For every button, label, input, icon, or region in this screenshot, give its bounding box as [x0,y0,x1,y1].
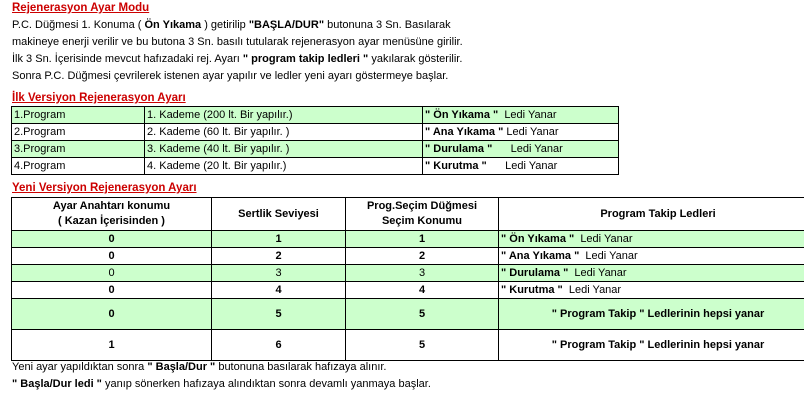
sertlik-cell: 1 [212,231,346,248]
section-title-ayar-modu: Rejenerasyon Ayar Modu [12,2,150,14]
table-row [12,231,804,248]
anahtar-cell: 0 [12,248,212,265]
led-cell: " Program Takip " Ledlerinin hepsi yanar [499,299,804,330]
table-row [12,282,804,299]
footer-line-2: " Başla/Dur ledi " yanıp sönerken hafızaya alındıktan sonra devamlı yanmaya başlar. [12,378,431,390]
led-cell: " Ana Yıkama " Ledi Yanar [499,248,804,265]
table-row [12,248,804,265]
instruction-line-1: P.C. Düğmesi 1. Konuma ( Ön Yıkama ) getirilip "BAŞLA/DUR" butonuna 3 Sn. Basılarak [12,19,451,31]
led-cell: " Durulama " Ledi Yanar [423,141,619,158]
secim-cell: 1 [346,231,499,248]
program-cell: 2.Program [12,124,145,141]
led-cell: " Program Takip " Ledlerinin hepsi yanar [499,330,804,361]
kademe-cell: 2. Kademe (60 lt. Bir yapılır. ) [145,124,423,141]
led-cell: " Ana Yıkama " Ledi Yanar [423,124,619,141]
instruction-line-3: İlk 3 Sn. İçerisinde mevcut hafızadaki rej. Ayarı " program takip ledleri " yakılarak gösterilir. [12,53,463,65]
header-program-takip: Program Takip Ledleri [499,198,804,231]
anahtar-cell: 0 [12,282,212,299]
led-cell: " Kurutma " Ledi Yanar [499,282,804,299]
anahtar-cell: 0 [12,265,212,282]
table-row [12,265,804,282]
anahtar-cell: 0 [12,231,212,248]
led-cell: " Durulama " Ledi Yanar [499,265,804,282]
instruction-line-2: makineye enerji verilir ve bu butona 3 Sn. basılı tutularak rejenerasyon ayar menüsüne girilir. [12,36,463,48]
header-sertlik: Sertlik Seviyesi [212,198,346,231]
kademe-cell: 4. Kademe (20 lt. Bir yapılır.) [145,158,423,175]
footer-line-1: Yeni ayar yapıldıktan sonra " Başla/Dur " butonuna basılarak hafızaya alınır. [12,361,387,373]
table-row [12,107,619,124]
led-cell: " Ön Yıkama " Ledi Yanar [499,231,804,248]
program-cell: 1.Program [12,107,145,124]
header-secim-konumu: Prog.Seçim Düğmesi Seçim Konumu [346,198,499,231]
table-row [12,158,619,175]
led-cell: " Ön Yıkama " Ledi Yanar [423,107,619,124]
ilk-versiyon-table [11,106,619,175]
instructions-paragraph [12,17,612,85]
secim-cell: 2 [346,248,499,265]
yeni-versiyon-table [11,197,804,361]
secim-cell: 3 [346,265,499,282]
secim-cell: 5 [346,330,499,361]
sertlik-cell: 5 [212,299,346,330]
anahtar-cell: 0 [12,299,212,330]
table-row [12,330,804,361]
table-row [12,141,619,158]
program-cell: 4.Program [12,158,145,175]
section-title-ilk-versiyon: İlk Versiyon Rejenerasyon Ayarı [12,92,186,104]
instruction-line-4: Sonra P.C. Düğmesi çevrilerek istenen ayar yapılır ve ledler yeni ayarı göstermeye başlar. [12,70,449,82]
header-ayar-anahtari: Ayar Anahtarı konumu ( Kazan İçerisinden ) [12,198,212,231]
sertlik-cell: 4 [212,282,346,299]
led-cell: " Kurutma " Ledi Yanar [423,158,619,175]
secim-cell: 5 [346,299,499,330]
sertlik-cell: 6 [212,330,346,361]
sertlik-cell: 3 [212,265,346,282]
table-row [12,299,804,330]
table-row [12,124,619,141]
kademe-cell: 1. Kademe (200 lt. Bir yapılır.) [145,107,423,124]
secim-cell: 4 [346,282,499,299]
sertlik-cell: 2 [212,248,346,265]
program-cell: 3.Program [12,141,145,158]
table-header-row [12,198,804,231]
section-title-yeni-versiyon: Yeni Versiyon Rejenerasyon Ayarı [12,182,197,194]
kademe-cell: 3. Kademe (40 lt. Bir yapılır. ) [145,141,423,158]
anahtar-cell: 1 [12,330,212,361]
